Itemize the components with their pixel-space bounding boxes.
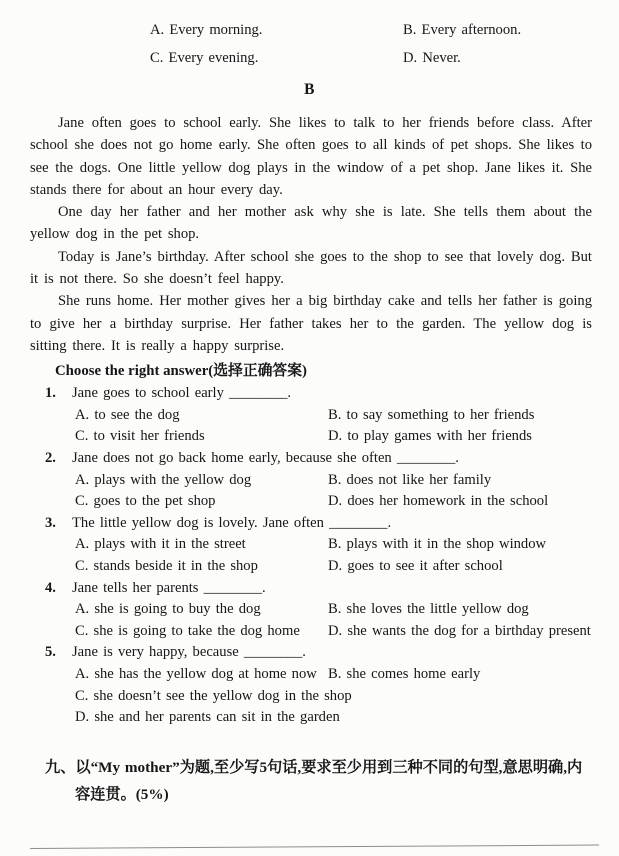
- answer-option-c: C. she is going to take the dog home: [75, 622, 300, 639]
- answer-option-d: D. goes to see it after school: [328, 558, 503, 575]
- question-text: Jane is very happy, because ________.: [72, 644, 306, 661]
- answer-option-b: B. does not like her family: [328, 471, 492, 488]
- question-list: [45, 383, 619, 729]
- passage-paragraph: Today is Jane’s birthday. After school she goes to the shop to see that lovely dog. But it is not there. So she doesn’t feel happy.: [30, 248, 592, 288]
- answer-option-a: A. she is going to buy the dog: [75, 601, 261, 618]
- question-stem: [45, 642, 619, 664]
- question-stem: [45, 448, 619, 470]
- passage-paragraph: One day her father and her mother ask why she is late. She tells them about the yellow dog in the pet shop.: [30, 204, 592, 243]
- answer-option-c: C. Every evening.: [150, 50, 259, 66]
- option-row: [120, 16, 619, 44]
- question-stem: [45, 578, 619, 600]
- answer-option-b: B. to say something to her friends: [328, 406, 535, 423]
- question-number: 5.: [45, 644, 56, 661]
- answer-line[interactable]: [30, 817, 599, 848]
- question-number: 4.: [45, 579, 56, 596]
- answer-option-c: C. stands beside it in the shop: [75, 558, 258, 575]
- question-text: Jane tells her parents ________.: [72, 579, 266, 596]
- answer-option-b: B. she comes home early: [328, 665, 481, 682]
- answer-option-c: C. goes to the pet shop: [75, 493, 216, 510]
- answer-option-a: A. to see the dog: [75, 406, 180, 423]
- question-stem: [45, 513, 619, 535]
- option-row: [45, 621, 619, 643]
- option-row: [45, 599, 619, 621]
- question-3: [45, 513, 619, 578]
- answer-option-d: D. does her homework in the school: [328, 493, 549, 510]
- passage-paragraph: Jane often goes to school early. She likes to talk to her friends before class. After school she does not go home early. She often goes to all kinds of pet shops. She likes to see the dogs. One little yellow dog plays in the window of a pet shop. Jane likes it. She stands there for about an hour every day.: [30, 115, 592, 198]
- option-row: [120, 44, 619, 72]
- question-text: Jane does not go back home early, because she often ________.: [72, 450, 459, 467]
- option-row: [45, 534, 619, 556]
- question-1: [45, 383, 619, 448]
- answer-option-d: D. to play games with her friends: [328, 428, 532, 445]
- option-row: [45, 686, 619, 708]
- option-row: [45, 556, 619, 578]
- question-number: 1.: [45, 385, 56, 402]
- writing-task-prompt: 九、以“My mother”为题,至少写5句话,要求至少用到三种不同的句型,意思明确,内容连贯。(5%): [45, 758, 583, 803]
- option-row: [45, 707, 619, 729]
- question-stem: [45, 383, 619, 405]
- answer-option-d: D. she and her parents can sit in the garden: [75, 709, 340, 726]
- answer-option-a: A. Every morning.: [150, 22, 263, 38]
- passage-section-label: B: [304, 81, 315, 98]
- answer-option-b: B. Every afternoon.: [403, 22, 522, 38]
- option-row: [45, 491, 619, 513]
- question-5: [45, 642, 619, 728]
- answer-option-c: C. she doesn’t see the yellow dog in the shop: [75, 687, 352, 704]
- answer-option-a: A. plays with the yellow dog: [75, 471, 252, 488]
- answer-option-d: D. she wants the dog for a birthday present: [328, 622, 591, 639]
- option-row: [45, 426, 619, 448]
- question-number: 2.: [45, 450, 56, 467]
- previous-question-options: [0, 0, 619, 72]
- option-row: [45, 470, 619, 492]
- question-2: [45, 448, 619, 513]
- passage-paragraph: She runs home. Her mother gives her a big birthday cake and tells her father is going to give her a birthday surprise. Her father takes her to the garden. The yellow dog is sitting there. It is really a happy surprise.: [30, 293, 592, 354]
- question-text: Jane goes to school early ________.: [72, 385, 292, 402]
- question-4: [45, 578, 619, 643]
- reading-passage: [30, 112, 592, 357]
- answer-option-d: D. Never.: [403, 50, 461, 66]
- answer-option-a: A. plays with it in the street: [75, 536, 246, 553]
- question-text: The little yellow dog is lovely. Jane often ________.: [72, 514, 392, 531]
- answer-option-b: B. plays with it in the shop window: [328, 536, 547, 553]
- answer-option-a: A. she has the yellow dog at home now: [75, 665, 317, 682]
- choose-answer-instruction: Choose the right answer(选择正确答案): [55, 363, 307, 380]
- question-number: 3.: [45, 514, 56, 531]
- answer-option-b: B. she loves the little yellow dog: [328, 601, 529, 618]
- writing-answer-area: [30, 821, 599, 856]
- option-row: [45, 664, 619, 686]
- answer-option-c: C. to visit her friends: [75, 428, 205, 445]
- option-row: [45, 405, 619, 427]
